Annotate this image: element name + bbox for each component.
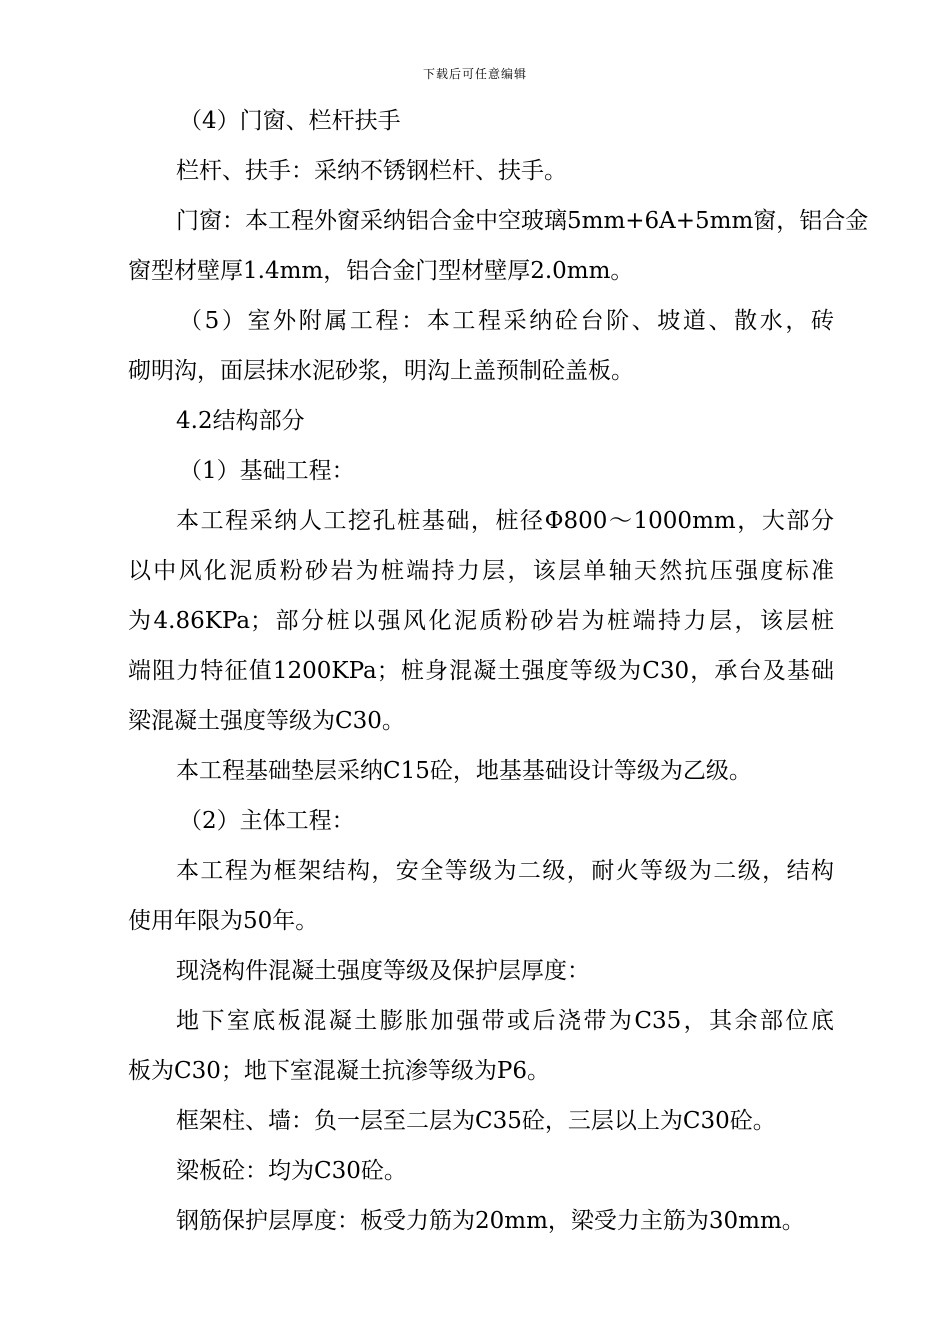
paragraph-railings: 栏杆、扶手：采纳不锈钢栏杆、扶手。 — [176, 158, 567, 184]
paragraph-exterior-works-line-2: 砌明沟，面层抹水泥砂浆，明沟上盖预制砼盖板。 — [128, 358, 634, 384]
paragraph-foundation-cushion: 本工程基础垫层采纳C15砼，地基基础设计等级为乙级。 — [176, 758, 752, 784]
paragraph-rebar-cover: 钢筋保护层厚度：板受力筋为20mm，梁受力主筋为30mm。 — [176, 1208, 805, 1234]
section-heading-structure: 4.2结构部分 — [176, 408, 305, 434]
document-body — [128, 96, 869, 1246]
page-header-note: 下载后可任意编辑 — [422, 67, 527, 81]
paragraph-columns-walls: 框架柱、墙：负一层至二层为C35砼，三层以上为C30砼。 — [176, 1108, 776, 1134]
paragraph-windows-line-2: 窗型材壁厚1.4mm，铝合金门型材壁厚2.0mm。 — [128, 258, 634, 284]
paragraph-main-structure-line-2: 使用年限为50年。 — [128, 908, 319, 934]
paragraph-basement-line-2: 板为C30；地下室混凝土抗渗等级为P6。 — [128, 1058, 550, 1084]
paragraph-foundation-line-3: 为4.86KPa；部分桩以强风化泥质粉砂岩为桩端持力层，该层桩 — [128, 608, 834, 634]
paragraph-windows-line-1: 门窗：本工程外窗采纳铝合金中空玻璃5mm+6A+5mm窗，铝合金 — [176, 208, 869, 234]
paragraph-cast-in-place: 现浇构件混凝土强度等级及保护层厚度： — [176, 958, 590, 984]
paragraph-basement-line-1: 地下室底板混凝土膨胀加强带或后浇带为C35，其余部位底 — [176, 1008, 834, 1034]
paragraph-foundation-line-4: 端阻力特征值1200KPa；桩身混凝土强度等级为C30，承台及基础 — [128, 658, 834, 684]
paragraph-foundation-line-2: 以中风化泥质粉砂岩为桩端持力层，该层单轴天然抗压强度标准 — [128, 558, 834, 584]
paragraph-beams-slabs: 梁板砼：均为C30砼。 — [176, 1158, 407, 1184]
paragraph-foundation-line-1: 本工程采纳人工挖孔桩基础，桩径Φ800～1000mm，大部分 — [176, 508, 834, 534]
section-heading-doors-windows: （4）门窗、栏杆扶手 — [179, 108, 401, 134]
paragraph-main-structure-line-1: 本工程为框架结构，安全等级为二级，耐火等级为二级，结构 — [176, 858, 834, 884]
section-heading-foundation: （1）基础工程： — [179, 458, 355, 484]
paragraph-foundation-line-5: 梁混凝土强度等级为C30。 — [128, 708, 405, 734]
section-heading-exterior-works: （5）室外附属工程：本工程采纳砼台阶、坡道、散水，砖 — [179, 308, 834, 334]
section-heading-main-structure: （2）主体工程： — [179, 808, 355, 834]
